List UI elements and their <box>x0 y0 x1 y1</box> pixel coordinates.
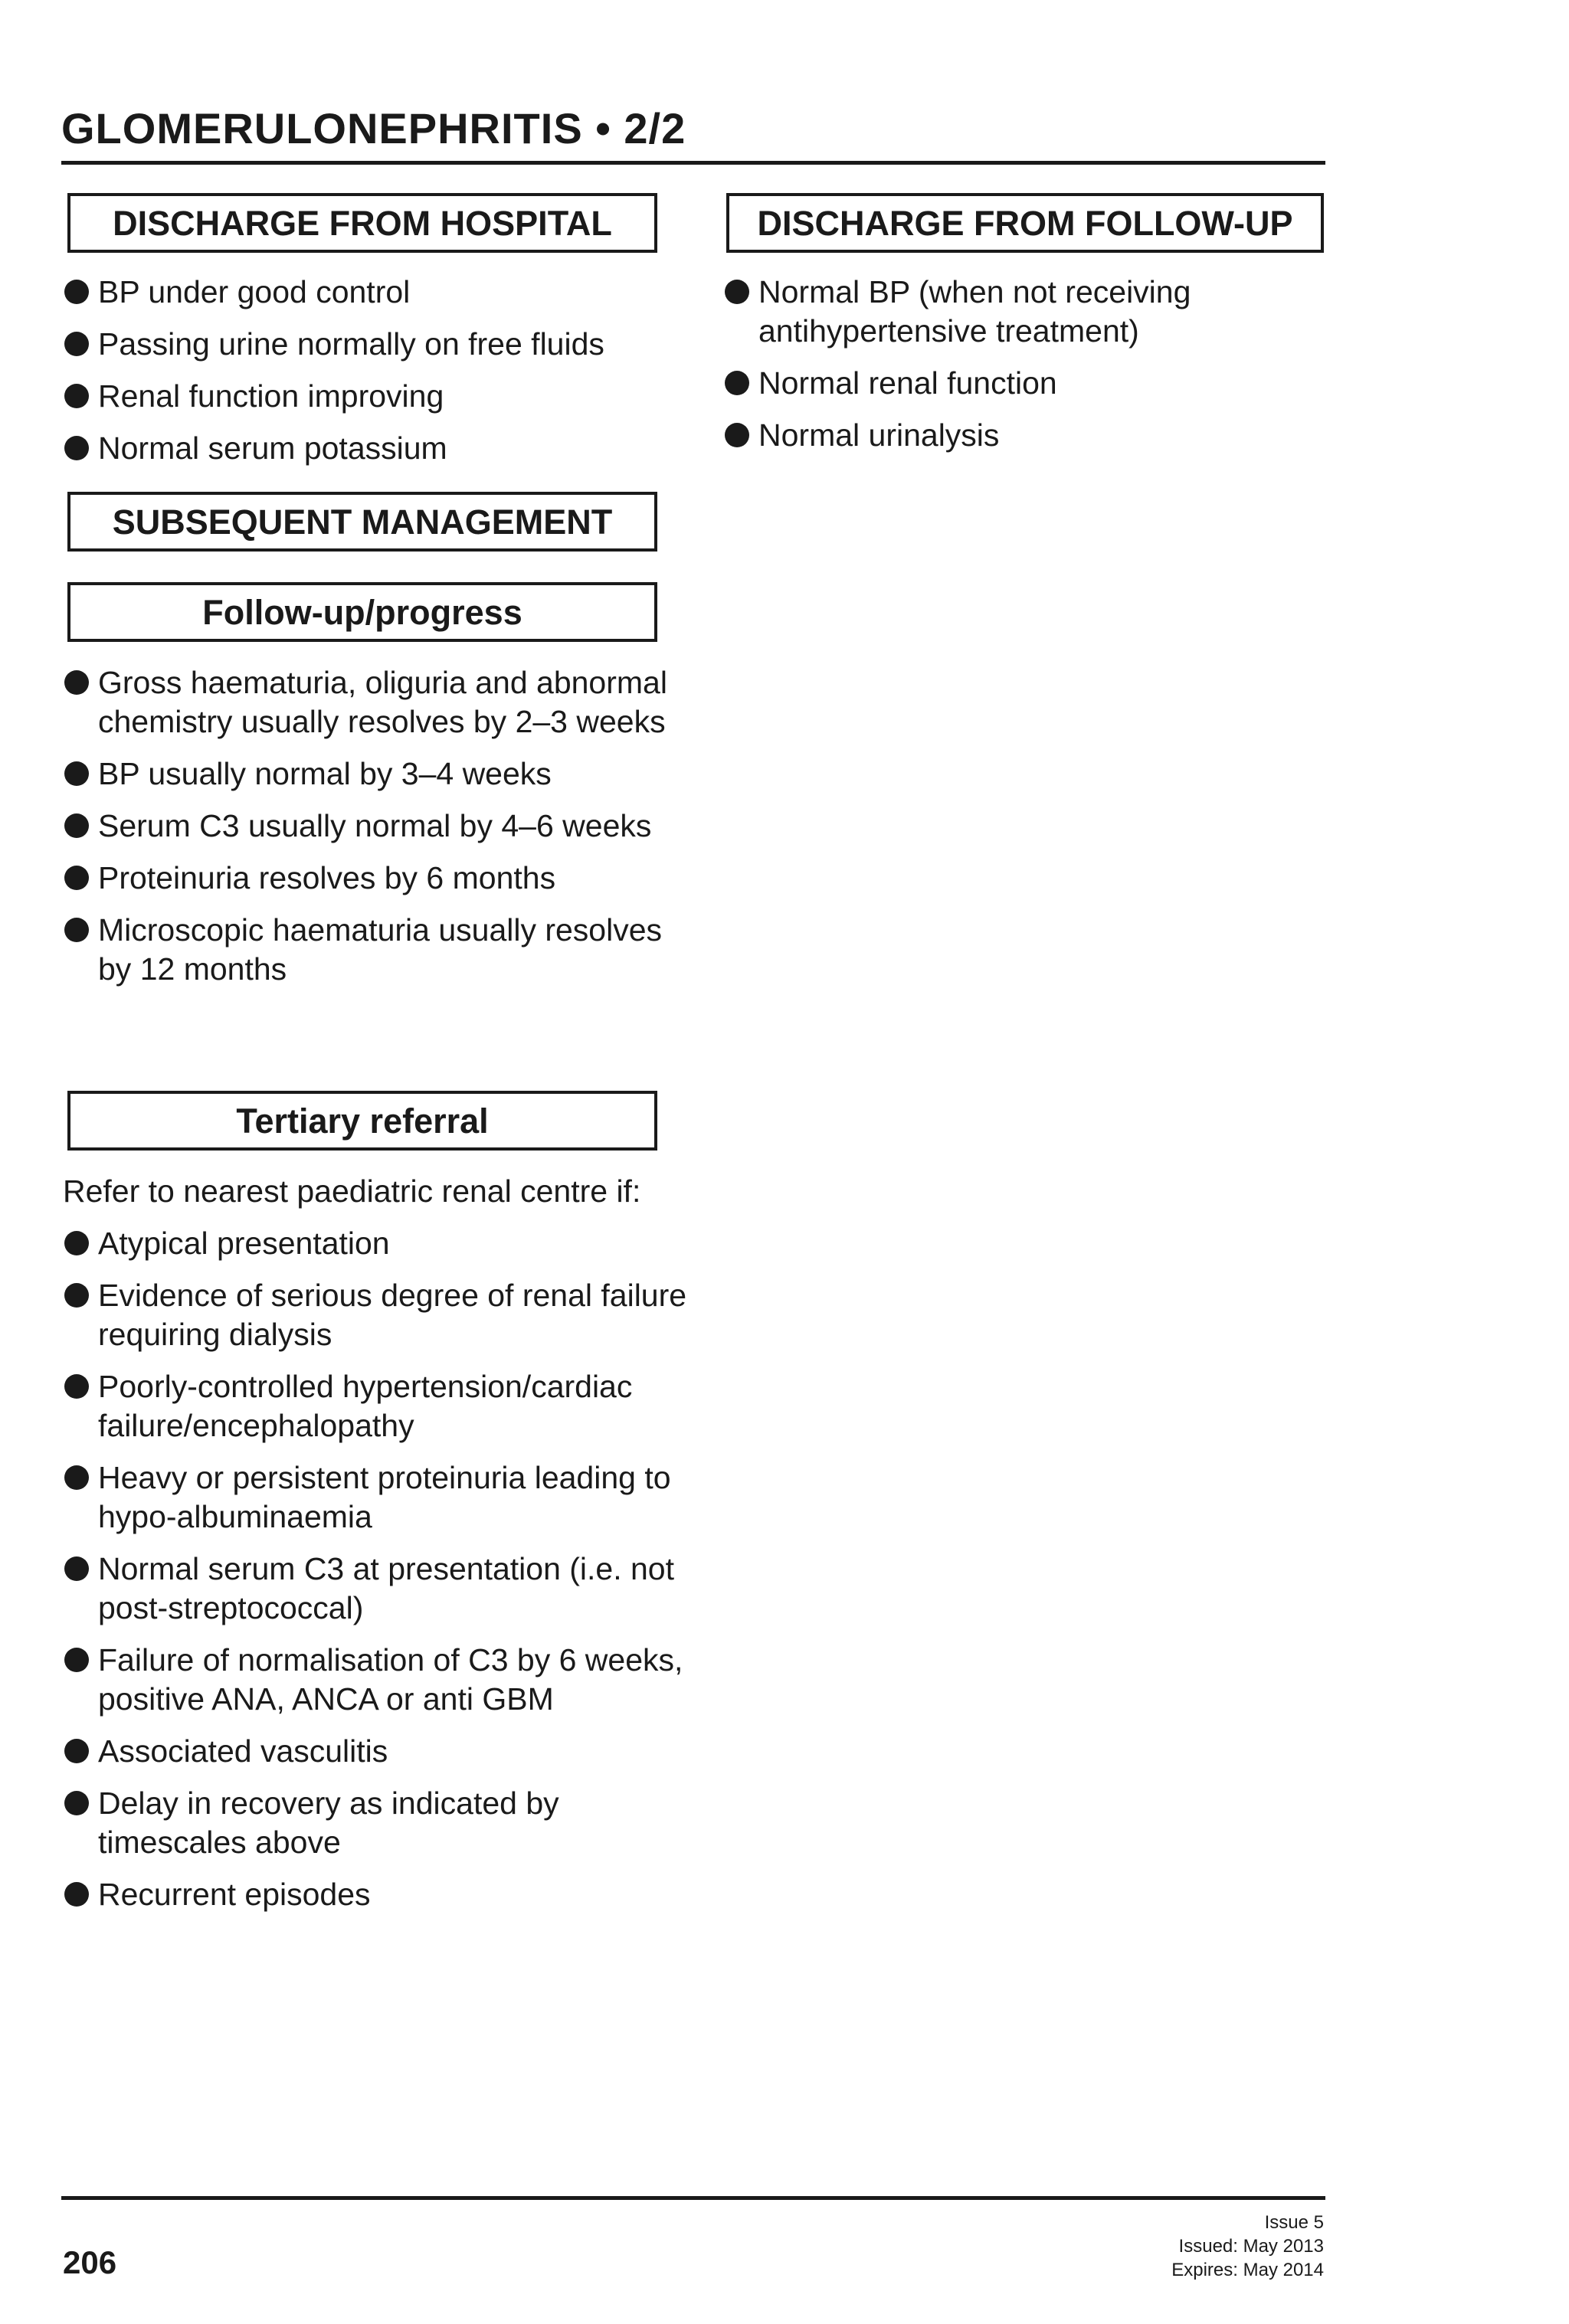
subsequent-management-heading: SUBSEQUENT MANAGEMENT <box>67 492 657 552</box>
expiry-date: Expires: May 2014 <box>1171 2260 1324 2280</box>
bullet-icon <box>64 1374 89 1399</box>
issued-date: Issued: May 2013 <box>1178 2236 1324 2257</box>
discharge-hospital-list <box>63 273 676 481</box>
list-item: Proteinuria resolves by 6 months <box>63 859 691 898</box>
list-item: Renal function improving <box>63 377 676 416</box>
bullet-icon <box>64 866 89 890</box>
bullet-icon <box>64 1791 89 1815</box>
issue-info <box>1171 2211 1324 2282</box>
list-item: Normal BP (when not receiving antihypertensive treatment) <box>723 273 1305 351</box>
bullet-icon <box>64 1882 89 1907</box>
bullet-icon <box>64 1231 89 1255</box>
bullet-icon <box>64 1465 89 1490</box>
followup-progress-list <box>63 663 691 1002</box>
list-item: BP usually normal by 3–4 weeks <box>63 754 691 794</box>
title-divider <box>61 161 1325 165</box>
list-item: Normal renal function <box>723 364 1305 403</box>
page-title: GLOMERULONEPHRITIS • 2/2 <box>61 104 686 152</box>
bullet-icon <box>64 918 89 942</box>
list-item: Recurrent episodes <box>63 1875 691 1914</box>
bullet-icon <box>64 761 89 786</box>
list-item: Normal serum C3 at presentation (i.e. not post-streptococcal) <box>63 1550 691 1628</box>
list-item: Delay in recovery as indicated by timescales above <box>63 1784 691 1862</box>
bullet-icon <box>64 384 89 408</box>
tertiary-intro: Refer to nearest paediatric renal centre if: <box>63 1173 641 1209</box>
bullet-icon <box>64 813 89 838</box>
bullet-icon <box>64 670 89 695</box>
footer-divider <box>61 2196 1325 2200</box>
tertiary-referral-heading: Tertiary referral <box>67 1091 657 1151</box>
list-item: Microscopic haematuria usually resolves by 12 months <box>63 911 691 989</box>
list-item: Heavy or persistent proteinuria leading to hypo-albuminaemia <box>63 1458 691 1537</box>
bullet-icon <box>64 1648 89 1672</box>
followup-progress-heading: Follow-up/progress <box>67 582 657 642</box>
list-item: Serum C3 usually normal by 4–6 weeks <box>63 807 691 846</box>
list-item: BP under good control <box>63 273 676 312</box>
bullet-icon <box>64 436 89 460</box>
discharge-hospital-heading: DISCHARGE FROM HOSPITAL <box>67 193 657 253</box>
bullet-icon <box>64 332 89 356</box>
list-item: Normal urinalysis <box>723 416 1305 455</box>
bullet-icon <box>64 1556 89 1581</box>
discharge-followup-list <box>723 273 1305 468</box>
list-item: Failure of normalisation of C3 by 6 weeks, positive ANA, ANCA or anti GBM <box>63 1641 691 1719</box>
list-item: Atypical presentation <box>63 1224 691 1263</box>
bullet-icon <box>725 423 749 447</box>
list-item: Poorly-controlled hypertension/cardiac failure/encephalopathy <box>63 1367 691 1445</box>
bullet-icon <box>64 280 89 304</box>
list-item: Passing urine normally on free fluids <box>63 325 676 364</box>
bullet-icon <box>725 280 749 304</box>
list-item: Gross haematuria, oliguria and abnormal chemistry usually resolves by 2–3 weeks <box>63 663 691 741</box>
list-item: Evidence of serious degree of renal failure requiring dialysis <box>63 1276 691 1354</box>
tertiary-referral-list <box>63 1224 691 1927</box>
bullet-icon <box>64 1739 89 1763</box>
list-item: Associated vasculitis <box>63 1732 691 1771</box>
issue-number: Issue 5 <box>1264 2212 1324 2233</box>
page-number: 206 <box>63 2244 117 2280</box>
bullet-icon <box>725 371 749 395</box>
bullet-icon <box>64 1283 89 1308</box>
discharge-followup-heading: DISCHARGE FROM FOLLOW-UP <box>726 193 1324 253</box>
list-item: Normal serum potassium <box>63 429 676 468</box>
